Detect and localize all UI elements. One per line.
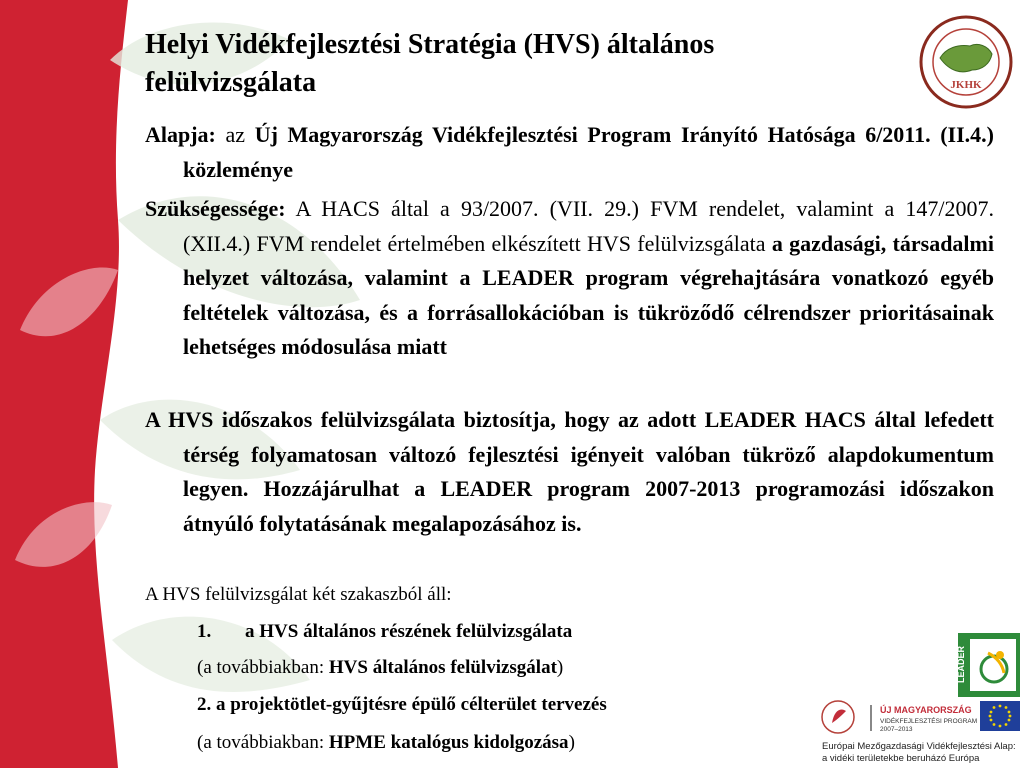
necessity-bold: a gazdasági, társadalmi helyzet változása, valamint a LEADER program végrehajtására vonatkozó egyéb feltételek változása, és a forrásallokációban is tükröződő célrendszer prioritásainak lehetséges módosulása miatt [183, 230, 994, 359]
stage-2-note-prefix: (a továbbiakban: [197, 732, 329, 753]
stage-1-number: 1. [197, 621, 212, 642]
paragraph-review: A HVS időszakos felülvizsgálata biztosítja, hogy az adott LEADER HACS által lefedett térség folyamatosan változó fejlesztési igényeit valóban tükröző alapdokumentum legyen. Hozzájárulhat a LEADER program 2007-2013 programozási időszakon átnyúló folytatásának megalapozásához is. [145, 407, 994, 536]
stage-1-note-prefix: (a továbbiakban: [197, 657, 329, 678]
paragraph-basis [145, 118, 994, 187]
ujm-eu-logo [818, 697, 1022, 739]
eu-fund-caption [822, 741, 1022, 765]
stage-1-note-bold: HVS általános felülvizsgálat [328, 657, 557, 678]
basis-normal: az [215, 122, 255, 147]
basis-bold: Új Magyarország Vidékfejlesztési Program Irányító Hatósága 6/2011. (II.4.) közleménye [183, 122, 994, 182]
jkhk-logo [918, 14, 1014, 110]
ujm-line-2: VIDÉKFEJLESZTÉSI PROGRAM [880, 718, 978, 725]
jkhk-label: JKHK [950, 79, 982, 91]
necessity-normal: A HACS által a 93/2007. (VII. 29.) FVM rendelet, valamint a 147/2007. (XII.4.) FVM rendelet értelmében elkészített HVS felülvizsgálata [183, 196, 994, 256]
stage-2-item: 2. a projektötlet-gyűjtésre épülő célterület tervezés [197, 694, 607, 715]
basis-lead: Alapja: [145, 122, 216, 147]
slide-title: Helyi Vidékfejlesztési Stratégia (HVS) általános felülvizsgálata [145, 29, 715, 98]
leader-logo [958, 633, 1020, 697]
ujm-line-1: ÚJ MAGYARORSZÁG [880, 705, 972, 715]
leader-label: LEADER [956, 645, 966, 683]
paragraph-necessity [145, 192, 994, 365]
ujm-line-3: 2007–2013 [880, 726, 913, 733]
eu-fund-line-2: a vidéki területekbe beruházó Európa [822, 753, 980, 764]
stage-1-item [197, 620, 572, 644]
stage-2-note [197, 731, 575, 755]
stage-2-note-bold: HPME katalógus kidolgozása [328, 732, 569, 753]
stage-1-note [197, 656, 563, 680]
eu-fund-line-1: Európai Mezőgazdasági Vidékfejlesztési Alap: [822, 741, 1016, 752]
necessity-lead: Szükségessége: [145, 196, 286, 221]
stages-intro: A HVS felülvizsgálat két szakaszból áll: [145, 584, 452, 605]
stage-1-text: a HVS általános részének felülvizsgálata [245, 621, 573, 642]
stage-2-note-suffix: ) [568, 732, 575, 753]
stage-1-note-suffix: ) [556, 657, 564, 678]
